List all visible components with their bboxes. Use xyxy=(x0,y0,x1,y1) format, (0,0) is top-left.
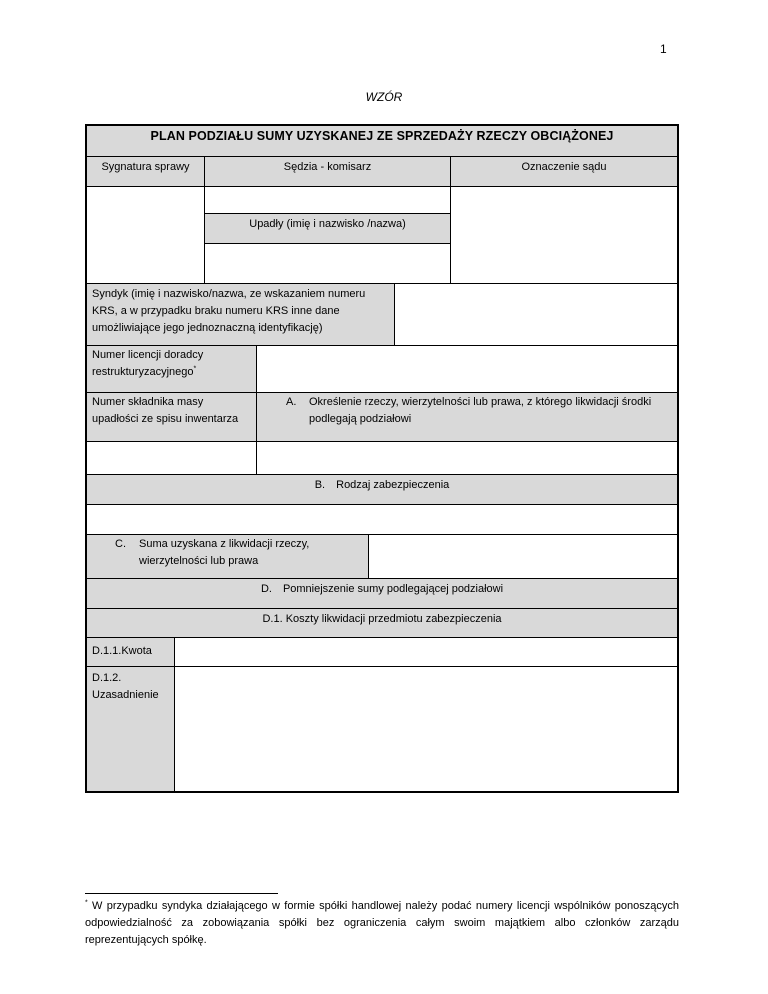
section-b-label: Rodzaj zabezpieczenia xyxy=(336,479,450,491)
judge-commissioner-field[interactable] xyxy=(204,186,451,214)
footnote xyxy=(85,898,679,949)
section-a-letter: A. xyxy=(286,396,297,408)
section-b-field[interactable] xyxy=(86,504,678,535)
license-label: Numer licencji doradcy restrukturyzacyjnego xyxy=(92,349,204,378)
section-d1-header: D.1. Koszty likwidacji przedmiotu zabezpieczenia xyxy=(86,608,678,638)
form-title: PLAN PODZIAŁU SUMY UZYSKANEJ ZE SPRZEDAŻY RZECZY OBCIĄŻONEJ xyxy=(86,125,678,157)
license-field[interactable] xyxy=(256,345,678,393)
section-a-header xyxy=(256,392,678,442)
trustee-field[interactable] xyxy=(394,283,678,346)
footnote-marker: * xyxy=(85,899,88,907)
d11-amount-label: D.1.1.Kwota xyxy=(86,637,175,667)
template-label: WZÓR xyxy=(365,90,403,104)
bankrupt-label: Upadły (imię i nazwisko /nazwa) xyxy=(204,213,451,244)
section-a-label: Określenie rzeczy, wierzytelności lub prawa, z którego likwidacji środki podlegają podziałowi xyxy=(309,396,652,425)
d12-justification-label: D.1.2. Uzasadnienie xyxy=(86,666,175,792)
court-designation-field[interactable] xyxy=(450,186,678,284)
d11-amount-field[interactable] xyxy=(174,637,678,667)
judge-commissioner-label: Sędzia - komisarz xyxy=(204,156,451,187)
trustee-label: Syndyk (imię i nazwisko/nazwa, ze wskazaniem numeru KRS, a w przypadku braku numeru KRS inne dane umożliwiające jego jednoznaczną identyfikację) xyxy=(86,283,395,346)
section-d-letter: D. xyxy=(260,583,272,595)
bankrupt-field[interactable] xyxy=(204,243,451,284)
distribution-plan-form xyxy=(85,124,679,793)
case-signature-label: Sygnatura sprawy xyxy=(86,156,205,187)
section-c-header xyxy=(86,534,369,579)
section-c-field[interactable] xyxy=(368,534,678,579)
d12-justification-field[interactable] xyxy=(174,666,678,792)
section-c-letter: C. xyxy=(115,538,126,550)
section-b-letter: B. xyxy=(314,479,326,491)
footnote-separator xyxy=(85,893,278,894)
page-number: 1 xyxy=(660,42,667,56)
section-d-header xyxy=(86,578,678,609)
section-d-label: Pomniejszenie sumy podlegającej podziałowi xyxy=(282,583,504,595)
court-designation-label: Oznaczenie sądu xyxy=(450,156,678,187)
section-c-label: Suma uzyskana z likwidacji rzeczy, wierzytelności lub prawa xyxy=(139,538,310,567)
inventory-number-field[interactable] xyxy=(86,441,257,475)
section-a-field[interactable] xyxy=(256,441,678,475)
footnote-text: W przypadku syndyka działającego w formie spółki handlowej należy podać numery licencji wspólników ponoszących odpowiedzialność za zobowiązania spółki bez ograniczenia całym swoim majątkiem albo członków zarządu reprezentujących spółkę. xyxy=(85,900,679,946)
case-signature-field[interactable] xyxy=(86,186,205,284)
section-b-header xyxy=(86,474,678,505)
license-footnote-marker: * xyxy=(193,365,197,373)
inventory-number-label: Numer składnika masy upadłości ze spisu inwentarza xyxy=(86,392,257,442)
license-label-cell xyxy=(86,345,257,393)
